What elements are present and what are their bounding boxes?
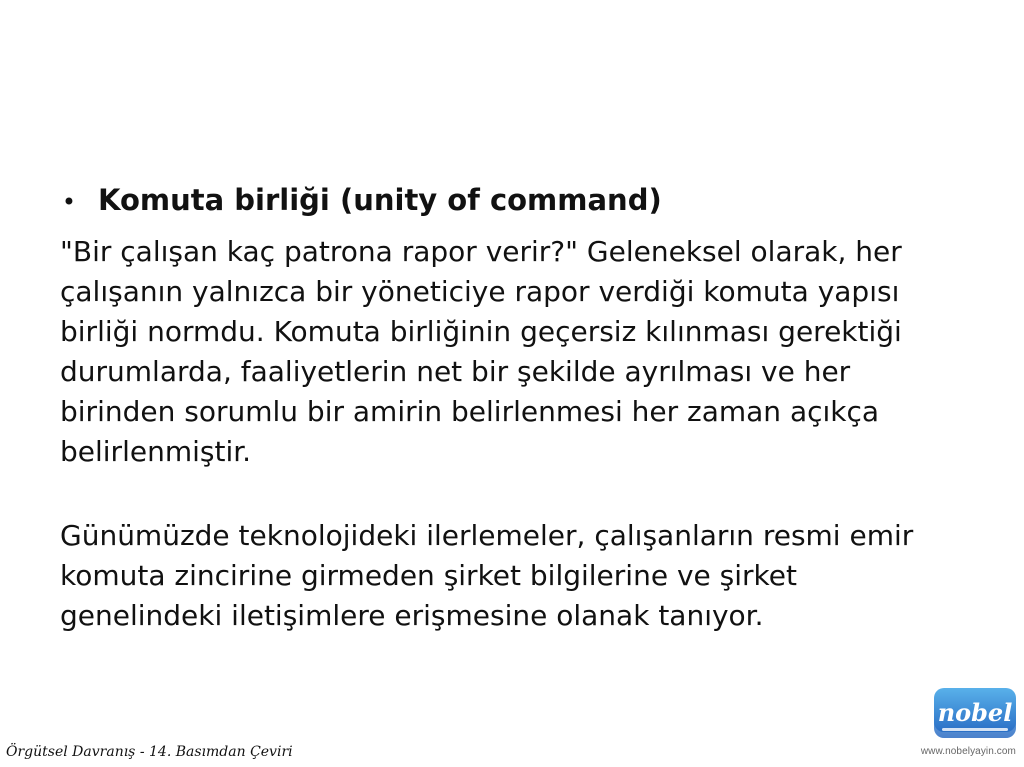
publisher-logo: nobel: [934, 688, 1016, 738]
paragraph-1: "Bir çalışan kaç patrona rapor verir?" Geleneksel olarak, her çalışanın yalnızca bir yöneticiye rapor verdiği komuta yapısı birliği normdu. Komuta birliğinin geçersiz kılınması gerektiği durumlarda, faaliyetlerin net bir şekilde ayrılması ve her birinden sorumlu bir amirin belirlenmesi her zaman açıkça belirlenmiştir.: [60, 235, 902, 468]
bullet-item: [60, 178, 960, 224]
publisher-website: www.nobelyayin.com: [920, 746, 1016, 757]
bullet-heading: Komuta birliği (unity of command): [98, 183, 662, 217]
paragraph-2: Günümüzde teknolojideki ilerlemeler, çalışanların resmi emir komuta zincirine girmeden şirket bilgilerine ve şirket genelindeki iletişimlere erişmesine olanak tanıyor.: [60, 519, 914, 632]
book-title: Örgütsel Davranış - 14. Basımdan Çeviri: [6, 744, 293, 760]
publisher-branding: [921, 688, 1016, 757]
bullet-icon: •: [61, 188, 77, 216]
slide-content: [60, 178, 960, 636]
